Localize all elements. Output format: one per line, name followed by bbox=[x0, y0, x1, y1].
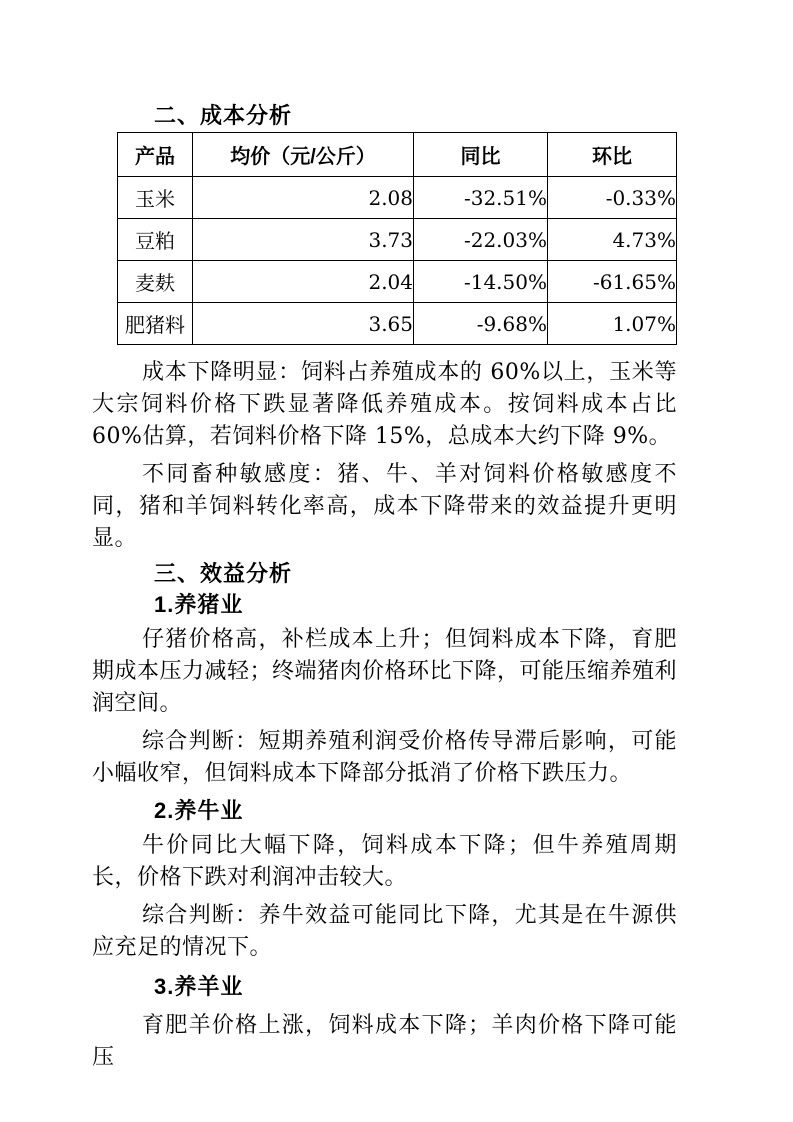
cell-product: 麦麸 bbox=[118, 261, 193, 303]
subsection-heading-pig-farming: 1.养猪业 bbox=[154, 592, 244, 617]
cell-yoy: -32.51% bbox=[414, 177, 548, 219]
cell-mom: 4.73% bbox=[548, 219, 677, 261]
cell-avg-price: 3.73 bbox=[193, 219, 414, 261]
subsection-heading-sheep-farming: 3.养羊业 bbox=[154, 974, 244, 999]
para-cost-reduction: 成本下降明显：饲料占养殖成本的 60%以上，玉米等大宗饲料价格下跌显著降低养殖成本。按饲料成本占比 60%估算，若饲料价格下降 15%，总成本大约下降 9%。 bbox=[92, 360, 677, 449]
cell-yoy: -14.50% bbox=[414, 261, 548, 303]
table-row-soybean-meal bbox=[118, 219, 677, 261]
cell-mom: -61.65% bbox=[548, 261, 677, 303]
cell-avg-price: 2.04 bbox=[193, 261, 414, 303]
table-row-corn bbox=[118, 177, 677, 219]
table-row-fat-pig-feed bbox=[118, 303, 677, 345]
cell-avg-price: 3.65 bbox=[193, 303, 414, 345]
cell-avg-price: 2.08 bbox=[193, 177, 414, 219]
para-species-sensitivity: 不同畜种敏感度：猪、牛、羊对饲料价格敏感度不同，猪和羊饲料转化率高，成本下降带来的效益提升更明显。 bbox=[92, 462, 677, 551]
para-pig-judgement: 综合判断：短期养殖利润受价格传导滞后影响，可能小幅收窄，但饲料成本下降部分抵消了价格下跌压力。 bbox=[92, 729, 677, 786]
subsection-heading-cattle-farming: 2.养牛业 bbox=[154, 798, 244, 823]
table-row-wheat-bran bbox=[118, 261, 677, 303]
cost-table bbox=[117, 132, 677, 345]
table-header-mom: 环比 bbox=[548, 133, 677, 177]
para-cattle-overview: 牛价同比大幅下降，饲料成本下降；但牛养殖周期长，价格下跌对利润冲击较大。 bbox=[92, 833, 677, 890]
para-cattle-judgement: 综合判断：养牛效益可能同比下降，尤其是在牛源供应充足的情况下。 bbox=[92, 903, 677, 960]
cell-mom: -0.33% bbox=[548, 177, 677, 219]
cell-yoy: -9.68% bbox=[414, 303, 548, 345]
cell-product: 豆粕 bbox=[118, 219, 193, 261]
table-header-avg-price: 均价（元/公斤） bbox=[193, 133, 414, 177]
cell-mom: 1.07% bbox=[548, 303, 677, 345]
para-pig-overview: 仔猪价格高，补栏成本上升；但饲料成本下降，育肥期成本压力减轻；终端猪肉价格环比下降，可能压缩养殖利润空间。 bbox=[92, 627, 678, 716]
section-heading-cost-analysis: 二、成本分析 bbox=[154, 103, 293, 128]
cell-product: 肥猪料 bbox=[118, 303, 193, 345]
section-heading-benefit-analysis: 三、效益分析 bbox=[154, 561, 293, 586]
table-header-row bbox=[118, 133, 677, 177]
table-header-yoy: 同比 bbox=[414, 133, 548, 177]
para-sheep-overview: 育肥羊价格上涨，饲料成本下降；羊肉价格下降可能压 bbox=[92, 1013, 677, 1070]
cell-yoy: -22.03% bbox=[414, 219, 548, 261]
cell-product: 玉米 bbox=[118, 177, 193, 219]
table-header-product: 产品 bbox=[118, 133, 193, 177]
